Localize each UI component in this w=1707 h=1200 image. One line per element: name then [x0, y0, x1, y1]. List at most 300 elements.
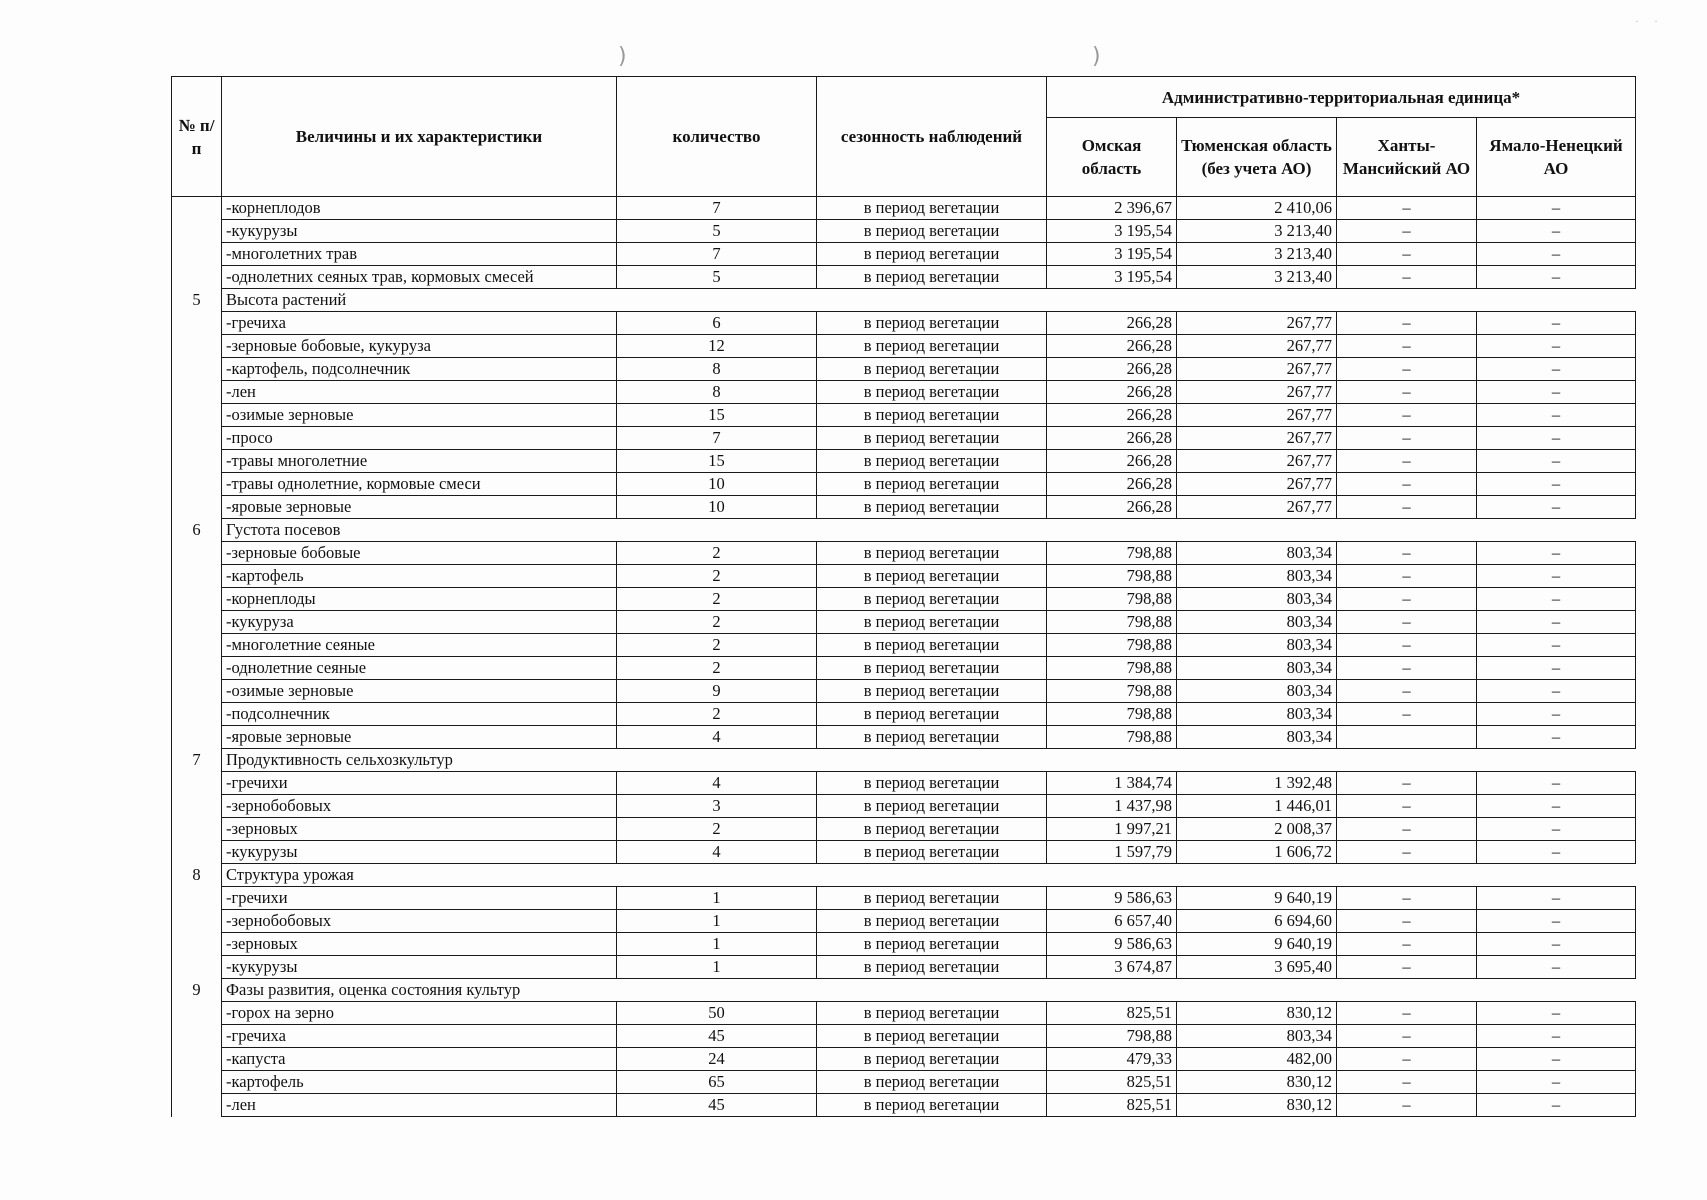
- item-name: -гречиха: [222, 312, 617, 335]
- value-tyumen: 1 606,72: [1177, 841, 1337, 864]
- value-omsk: 1 384,74: [1047, 772, 1177, 795]
- item-season: в период вегетации: [817, 473, 1047, 496]
- value-omsk: 1 437,98: [1047, 795, 1177, 818]
- section-title: Структура урожая: [222, 864, 1636, 887]
- value-khmao: –: [1337, 657, 1477, 680]
- item-qty: 10: [617, 473, 817, 496]
- value-khmao: –: [1337, 1002, 1477, 1025]
- value-khmao: –: [1337, 450, 1477, 473]
- value-yanao: –: [1477, 1002, 1636, 1025]
- table-row: [172, 1002, 1636, 1025]
- table-row: [172, 496, 1636, 519]
- item-qty: 45: [617, 1025, 817, 1048]
- item-season: в период вегетации: [817, 496, 1047, 519]
- table-row: [172, 312, 1636, 335]
- col-header-region: Омская область: [1047, 118, 1177, 197]
- item-name: -гречихи: [222, 772, 617, 795]
- value-yanao: –: [1477, 841, 1636, 864]
- item-qty: 1: [617, 887, 817, 910]
- row-number: [172, 220, 222, 243]
- item-qty: 7: [617, 243, 817, 266]
- row-number: [172, 634, 222, 657]
- col-header-region: Ханты-Мансийский АО: [1337, 118, 1477, 197]
- row-number: [172, 197, 222, 220]
- item-season: в период вегетации: [817, 427, 1047, 450]
- value-yanao: –: [1477, 818, 1636, 841]
- item-qty: 24: [617, 1048, 817, 1071]
- item-qty: 2: [617, 818, 817, 841]
- value-omsk: 798,88: [1047, 634, 1177, 657]
- value-omsk: 266,28: [1047, 335, 1177, 358]
- row-number: [172, 427, 222, 450]
- value-yanao: –: [1477, 657, 1636, 680]
- value-tyumen: 6 694,60: [1177, 910, 1337, 933]
- item-name: -зерновые бобовые: [222, 542, 617, 565]
- value-yanao: –: [1477, 312, 1636, 335]
- item-season: в период вегетации: [817, 588, 1047, 611]
- value-tyumen: 803,34: [1177, 611, 1337, 634]
- value-khmao: –: [1337, 473, 1477, 496]
- value-omsk: 266,28: [1047, 381, 1177, 404]
- value-yanao: –: [1477, 427, 1636, 450]
- value-yanao: –: [1477, 358, 1636, 381]
- item-season: в период вегетации: [817, 335, 1047, 358]
- scan-artifact: · ·: [1635, 14, 1664, 28]
- value-yanao: –: [1477, 772, 1636, 795]
- value-omsk: 825,51: [1047, 1002, 1177, 1025]
- value-tyumen: 2 410,06: [1177, 197, 1337, 220]
- value-omsk: 798,88: [1047, 565, 1177, 588]
- value-tyumen: 267,77: [1177, 496, 1337, 519]
- item-name: -картофель, подсолнечник: [222, 358, 617, 381]
- row-number: [172, 381, 222, 404]
- value-omsk: 2 396,67: [1047, 197, 1177, 220]
- value-tyumen: 267,77: [1177, 404, 1337, 427]
- table-row: [172, 243, 1636, 266]
- table-row: [172, 588, 1636, 611]
- value-tyumen: 267,77: [1177, 335, 1337, 358]
- value-tyumen: 3 213,40: [1177, 220, 1337, 243]
- table-row: [172, 772, 1636, 795]
- value-khmao: –: [1337, 703, 1477, 726]
- section-title: Фазы развития, оценка состояния культур: [222, 979, 1636, 1002]
- value-omsk: 9 586,63: [1047, 933, 1177, 956]
- value-omsk: 798,88: [1047, 657, 1177, 680]
- value-yanao: –: [1477, 335, 1636, 358]
- col-header-region: Тюменская область (без учета АО): [1177, 118, 1337, 197]
- row-number: [172, 772, 222, 795]
- item-season: в период вегетации: [817, 703, 1047, 726]
- item-name: -травы однолетние, кормовые смеси: [222, 473, 617, 496]
- row-number: 6: [172, 519, 222, 542]
- item-season: в период вегетации: [817, 680, 1047, 703]
- item-qty: 8: [617, 358, 817, 381]
- value-khmao: [1337, 726, 1477, 749]
- item-qty: 9: [617, 680, 817, 703]
- item-qty: 15: [617, 450, 817, 473]
- item-season: в период вегетации: [817, 1025, 1047, 1048]
- data-table: [171, 76, 1636, 1117]
- value-khmao: –: [1337, 358, 1477, 381]
- value-omsk: 266,28: [1047, 473, 1177, 496]
- item-name: -яровые зерновые: [222, 496, 617, 519]
- value-khmao: –: [1337, 1094, 1477, 1117]
- row-number: [172, 795, 222, 818]
- value-khmao: –: [1337, 1048, 1477, 1071]
- table-row: [172, 933, 1636, 956]
- row-number: [172, 611, 222, 634]
- item-season: в период вегетации: [817, 1071, 1047, 1094]
- row-number: [172, 335, 222, 358]
- value-tyumen: 803,34: [1177, 1025, 1337, 1048]
- row-number: [172, 703, 222, 726]
- row-number: [172, 726, 222, 749]
- value-tyumen: 803,34: [1177, 657, 1337, 680]
- item-name: -гречиха: [222, 1025, 617, 1048]
- item-name: -горох на зерно: [222, 1002, 617, 1025]
- value-tyumen: 267,77: [1177, 473, 1337, 496]
- value-omsk: 6 657,40: [1047, 910, 1177, 933]
- col-header-season: сезонность наблюдений: [817, 77, 1047, 197]
- value-yanao: –: [1477, 1094, 1636, 1117]
- item-season: в период вегетации: [817, 726, 1047, 749]
- value-omsk: 266,28: [1047, 404, 1177, 427]
- item-qty: 2: [617, 657, 817, 680]
- item-season: в период вегетации: [817, 266, 1047, 289]
- item-name: -зернобобовых: [222, 795, 617, 818]
- value-khmao: –: [1337, 335, 1477, 358]
- value-yanao: –: [1477, 611, 1636, 634]
- item-name: -зерновых: [222, 818, 617, 841]
- item-season: в период вегетации: [817, 887, 1047, 910]
- row-number: [172, 1048, 222, 1071]
- value-tyumen: 482,00: [1177, 1048, 1337, 1071]
- row-number: [172, 243, 222, 266]
- table-row: [172, 887, 1636, 910]
- row-number: [172, 473, 222, 496]
- value-yanao: –: [1477, 795, 1636, 818]
- value-khmao: –: [1337, 1025, 1477, 1048]
- col-header-num: № п/п: [172, 77, 222, 197]
- item-name: -озимые зерновые: [222, 680, 617, 703]
- value-tyumen: 803,34: [1177, 634, 1337, 657]
- item-name: -однолетние сеяные: [222, 657, 617, 680]
- value-omsk: 798,88: [1047, 542, 1177, 565]
- item-name: -озимые зерновые: [222, 404, 617, 427]
- value-yanao: –: [1477, 404, 1636, 427]
- staple-mark: ): [618, 44, 627, 69]
- item-qty: 4: [617, 841, 817, 864]
- table-body: [172, 197, 1636, 1117]
- value-khmao: –: [1337, 243, 1477, 266]
- item-qty: 1: [617, 933, 817, 956]
- value-yanao: –: [1477, 565, 1636, 588]
- table-row: [172, 565, 1636, 588]
- item-name: -зерновые бобовые, кукуруза: [222, 335, 617, 358]
- section-title: Густота посевов: [222, 519, 1636, 542]
- value-omsk: 266,28: [1047, 496, 1177, 519]
- item-name: -зерновых: [222, 933, 617, 956]
- row-number: [172, 841, 222, 864]
- value-tyumen: 3 213,40: [1177, 266, 1337, 289]
- table-row: [172, 358, 1636, 381]
- item-season: в период вегетации: [817, 910, 1047, 933]
- value-yanao: –: [1477, 680, 1636, 703]
- table-row: [172, 220, 1636, 243]
- item-qty: 2: [617, 634, 817, 657]
- value-tyumen: 1 392,48: [1177, 772, 1337, 795]
- section-row: [172, 519, 1636, 542]
- item-name: -кукурузы: [222, 220, 617, 243]
- row-number: [172, 910, 222, 933]
- row-number: [172, 657, 222, 680]
- value-khmao: –: [1337, 404, 1477, 427]
- item-season: в период вегетации: [817, 634, 1047, 657]
- value-omsk: 798,88: [1047, 703, 1177, 726]
- staple-mark: ): [1092, 44, 1101, 69]
- item-season: в период вегетации: [817, 381, 1047, 404]
- item-qty: 50: [617, 1002, 817, 1025]
- item-season: в период вегетации: [817, 795, 1047, 818]
- item-name: -корнеплоды: [222, 588, 617, 611]
- item-name: -многолетние сеяные: [222, 634, 617, 657]
- item-season: в период вегетации: [817, 220, 1047, 243]
- item-season: в период вегетации: [817, 611, 1047, 634]
- table-row: [172, 703, 1636, 726]
- value-khmao: –: [1337, 910, 1477, 933]
- value-yanao: –: [1477, 933, 1636, 956]
- value-yanao: –: [1477, 1048, 1636, 1071]
- value-tyumen: 267,77: [1177, 312, 1337, 335]
- section-row: [172, 289, 1636, 312]
- value-omsk: 825,51: [1047, 1094, 1177, 1117]
- value-yanao: –: [1477, 243, 1636, 266]
- value-yanao: –: [1477, 634, 1636, 657]
- value-omsk: 9 586,63: [1047, 887, 1177, 910]
- value-khmao: –: [1337, 841, 1477, 864]
- value-tyumen: 803,34: [1177, 703, 1337, 726]
- row-number: [172, 680, 222, 703]
- row-number: [172, 1002, 222, 1025]
- item-name: -гречихи: [222, 887, 617, 910]
- table-row: [172, 404, 1636, 427]
- item-name: -кукурузы: [222, 956, 617, 979]
- item-qty: 2: [617, 565, 817, 588]
- item-season: в период вегетации: [817, 565, 1047, 588]
- col-header-unit-group: Административно-территориальная единица*: [1047, 77, 1636, 118]
- row-number: 8: [172, 864, 222, 887]
- value-tyumen: 3 213,40: [1177, 243, 1337, 266]
- item-season: в период вегетации: [817, 450, 1047, 473]
- item-qty: 1: [617, 910, 817, 933]
- value-tyumen: 2 008,37: [1177, 818, 1337, 841]
- value-yanao: –: [1477, 542, 1636, 565]
- section-title: Продуктивность сельхозкультур: [222, 749, 1636, 772]
- value-khmao: –: [1337, 611, 1477, 634]
- section-row: [172, 749, 1636, 772]
- value-khmao: –: [1337, 772, 1477, 795]
- value-khmao: –: [1337, 933, 1477, 956]
- value-tyumen: 267,77: [1177, 450, 1337, 473]
- value-omsk: 798,88: [1047, 726, 1177, 749]
- value-omsk: 798,88: [1047, 680, 1177, 703]
- value-yanao: –: [1477, 588, 1636, 611]
- item-name: -зернобобовых: [222, 910, 617, 933]
- value-khmao: –: [1337, 542, 1477, 565]
- value-tyumen: 803,34: [1177, 565, 1337, 588]
- value-yanao: –: [1477, 726, 1636, 749]
- row-number: [172, 956, 222, 979]
- item-season: в период вегетации: [817, 818, 1047, 841]
- col-header-region: Ямало-Ненецкий АО: [1477, 118, 1636, 197]
- value-omsk: 3 195,54: [1047, 220, 1177, 243]
- item-qty: 8: [617, 381, 817, 404]
- item-qty: 2: [617, 542, 817, 565]
- item-season: в период вегетации: [817, 657, 1047, 680]
- value-omsk: 798,88: [1047, 588, 1177, 611]
- value-omsk: 1 997,21: [1047, 818, 1177, 841]
- value-omsk: 798,88: [1047, 611, 1177, 634]
- item-season: в период вегетации: [817, 956, 1047, 979]
- table-row: [172, 473, 1636, 496]
- table-row: [172, 450, 1636, 473]
- value-khmao: –: [1337, 588, 1477, 611]
- value-yanao: –: [1477, 887, 1636, 910]
- item-name: -однолетних сеяных трав, кормовых смесей: [222, 266, 617, 289]
- col-header-name: Величины и их характеристики: [222, 77, 617, 197]
- table-row: [172, 726, 1636, 749]
- value-omsk: 266,28: [1047, 312, 1177, 335]
- value-khmao: –: [1337, 887, 1477, 910]
- row-number: [172, 312, 222, 335]
- value-tyumen: 803,34: [1177, 680, 1337, 703]
- value-khmao: –: [1337, 634, 1477, 657]
- row-number: [172, 496, 222, 519]
- item-qty: 7: [617, 197, 817, 220]
- item-qty: 1: [617, 956, 817, 979]
- value-khmao: –: [1337, 266, 1477, 289]
- item-season: в период вегетации: [817, 312, 1047, 335]
- value-omsk: 266,28: [1047, 450, 1177, 473]
- table-row: [172, 197, 1636, 220]
- item-qty: 4: [617, 726, 817, 749]
- row-number: [172, 542, 222, 565]
- item-name: -лен: [222, 1094, 617, 1117]
- value-omsk: 825,51: [1047, 1071, 1177, 1094]
- item-name: -лен: [222, 381, 617, 404]
- value-yanao: –: [1477, 1071, 1636, 1094]
- table-row: [172, 841, 1636, 864]
- item-season: в период вегетации: [817, 1002, 1047, 1025]
- table-row: [172, 427, 1636, 450]
- item-season: в период вегетации: [817, 197, 1047, 220]
- value-omsk: 3 195,54: [1047, 266, 1177, 289]
- value-khmao: –: [1337, 565, 1477, 588]
- value-yanao: –: [1477, 956, 1636, 979]
- item-qty: 2: [617, 703, 817, 726]
- item-season: в период вегетации: [817, 772, 1047, 795]
- value-tyumen: 830,12: [1177, 1071, 1337, 1094]
- value-khmao: –: [1337, 680, 1477, 703]
- row-number: 7: [172, 749, 222, 772]
- row-number: [172, 1025, 222, 1048]
- table-row: [172, 1048, 1636, 1071]
- value-yanao: –: [1477, 220, 1636, 243]
- item-name: -капуста: [222, 1048, 617, 1071]
- value-tyumen: 267,77: [1177, 381, 1337, 404]
- value-yanao: –: [1477, 450, 1636, 473]
- value-khmao: –: [1337, 381, 1477, 404]
- item-name: -корнеплодов: [222, 197, 617, 220]
- row-number: [172, 565, 222, 588]
- row-number: [172, 1094, 222, 1117]
- value-yanao: –: [1477, 381, 1636, 404]
- item-qty: 45: [617, 1094, 817, 1117]
- table-row: [172, 634, 1636, 657]
- table-row: [172, 335, 1636, 358]
- value-khmao: –: [1337, 795, 1477, 818]
- row-number: [172, 887, 222, 910]
- item-name: -просо: [222, 427, 617, 450]
- item-season: в период вегетации: [817, 933, 1047, 956]
- table-row: [172, 795, 1636, 818]
- value-tyumen: 803,34: [1177, 726, 1337, 749]
- value-khmao: –: [1337, 197, 1477, 220]
- value-omsk: 266,28: [1047, 358, 1177, 381]
- section-row: [172, 864, 1636, 887]
- item-qty: 3: [617, 795, 817, 818]
- table-row: [172, 1071, 1636, 1094]
- item-name: -многолетних трав: [222, 243, 617, 266]
- item-name: -картофель: [222, 1071, 617, 1094]
- value-omsk: 1 597,79: [1047, 841, 1177, 864]
- table-row: [172, 657, 1636, 680]
- item-qty: 2: [617, 611, 817, 634]
- value-tyumen: 267,77: [1177, 427, 1337, 450]
- row-number: [172, 1071, 222, 1094]
- table-row: [172, 956, 1636, 979]
- row-number: 5: [172, 289, 222, 312]
- item-qty: 5: [617, 266, 817, 289]
- value-omsk: 798,88: [1047, 1025, 1177, 1048]
- value-tyumen: 830,12: [1177, 1094, 1337, 1117]
- value-tyumen: 3 695,40: [1177, 956, 1337, 979]
- value-khmao: –: [1337, 427, 1477, 450]
- row-number: [172, 818, 222, 841]
- item-qty: 65: [617, 1071, 817, 1094]
- value-tyumen: 803,34: [1177, 542, 1337, 565]
- item-season: в период вегетации: [817, 1094, 1047, 1117]
- value-yanao: –: [1477, 703, 1636, 726]
- value-yanao: –: [1477, 473, 1636, 496]
- value-yanao: –: [1477, 266, 1636, 289]
- row-number: [172, 404, 222, 427]
- table-row: [172, 818, 1636, 841]
- value-khmao: –: [1337, 220, 1477, 243]
- item-name: -яровые зерновые: [222, 726, 617, 749]
- section-title: Высота растений: [222, 289, 1636, 312]
- item-qty: 15: [617, 404, 817, 427]
- value-tyumen: 803,34: [1177, 588, 1337, 611]
- item-qty: 12: [617, 335, 817, 358]
- value-tyumen: 9 640,19: [1177, 933, 1337, 956]
- section-row: [172, 979, 1636, 1002]
- value-tyumen: 1 446,01: [1177, 795, 1337, 818]
- col-header-qty: количество: [617, 77, 817, 197]
- item-name: -кукуруза: [222, 611, 617, 634]
- item-qty: 4: [617, 772, 817, 795]
- item-qty: 5: [617, 220, 817, 243]
